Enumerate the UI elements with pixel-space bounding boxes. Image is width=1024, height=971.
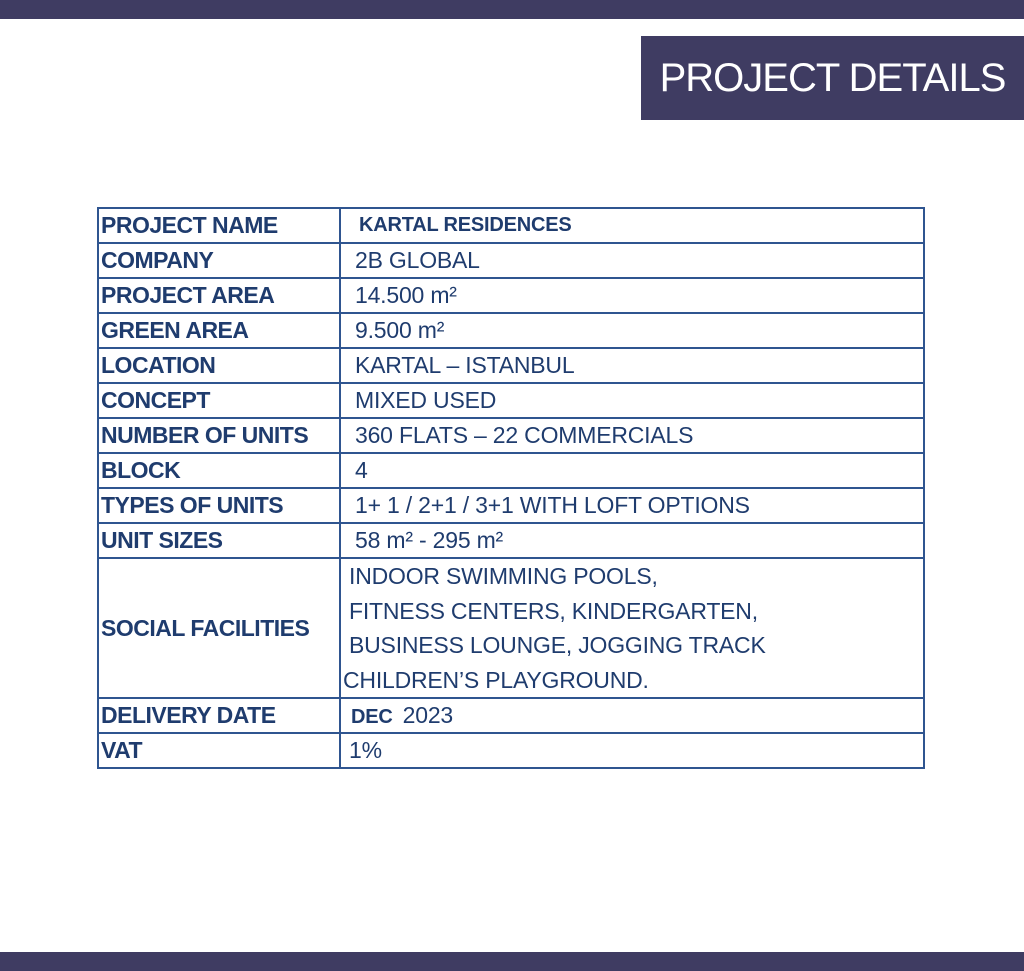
block-value: 4 [340, 453, 924, 488]
page-title: PROJECT DETAILS [659, 55, 1006, 100]
table-row [98, 313, 924, 348]
green-area-label: GREEN AREA [98, 313, 340, 348]
facility-line: FITNESS CENTERS, KINDERGARTEN, [349, 597, 758, 624]
types-of-units-value: 1+ 1 / 2+1 / 3+1 WITH LOFT OPTIONS [340, 488, 924, 523]
green-area-value: 9.500 m² [340, 313, 924, 348]
location-value: KARTAL – ISTANBUL [340, 348, 924, 383]
delivery-date-label: DELIVERY DATE [98, 698, 340, 733]
company-label: COMPANY [98, 243, 340, 278]
table-row [98, 733, 924, 768]
delivery-year: 2023 [402, 702, 454, 728]
table-row [98, 453, 924, 488]
project-area-value: 14.500 m² [340, 278, 924, 313]
project-area-label: PROJECT AREA [98, 278, 340, 313]
table-row [98, 348, 924, 383]
bottom-bar [0, 952, 1024, 971]
company-value: 2B GLOBAL [340, 243, 924, 278]
types-of-units-label: TYPES OF UNITS [98, 488, 340, 523]
number-of-units-value: 360 FLATS – 22 COMMERCIALS [340, 418, 924, 453]
title-banner [641, 36, 1024, 120]
project-name-value: KARTAL RESIDENCES [340, 208, 924, 243]
project-name-label: PROJECT NAME [98, 208, 340, 243]
table-row [98, 698, 924, 733]
concept-label: CONCEPT [98, 383, 340, 418]
number-of-units-label: NUMBER OF UNITS [98, 418, 340, 453]
social-facilities-value [340, 558, 924, 698]
top-bar [0, 0, 1024, 19]
project-details-table [97, 207, 925, 769]
table-row [98, 558, 924, 698]
vat-label: VAT [98, 733, 340, 768]
concept-value: MIXED USED [340, 383, 924, 418]
facility-line: CHILDREN’S PLAYGROUND. [343, 666, 649, 693]
table-row [98, 418, 924, 453]
facility-line: INDOOR SWIMMING POOLS, [349, 563, 658, 589]
social-facilities-label: SOCIAL FACILITIES [98, 558, 340, 698]
block-label: BLOCK [98, 453, 340, 488]
table-row [98, 488, 924, 523]
table-row [98, 243, 924, 278]
table-row [98, 383, 924, 418]
delivery-month: DEC [351, 706, 393, 728]
table-row [98, 208, 924, 243]
table-row [98, 523, 924, 558]
vat-value: 1% [340, 733, 924, 768]
delivery-date-value [340, 698, 924, 733]
unit-sizes-label: UNIT SIZES [98, 523, 340, 558]
facility-line: BUSINESS LOUNGE, JOGGING TRACK [349, 632, 766, 658]
location-label: LOCATION [98, 348, 340, 383]
table-row [98, 278, 924, 313]
unit-sizes-value: 58 m² - 295 m² [340, 523, 924, 558]
